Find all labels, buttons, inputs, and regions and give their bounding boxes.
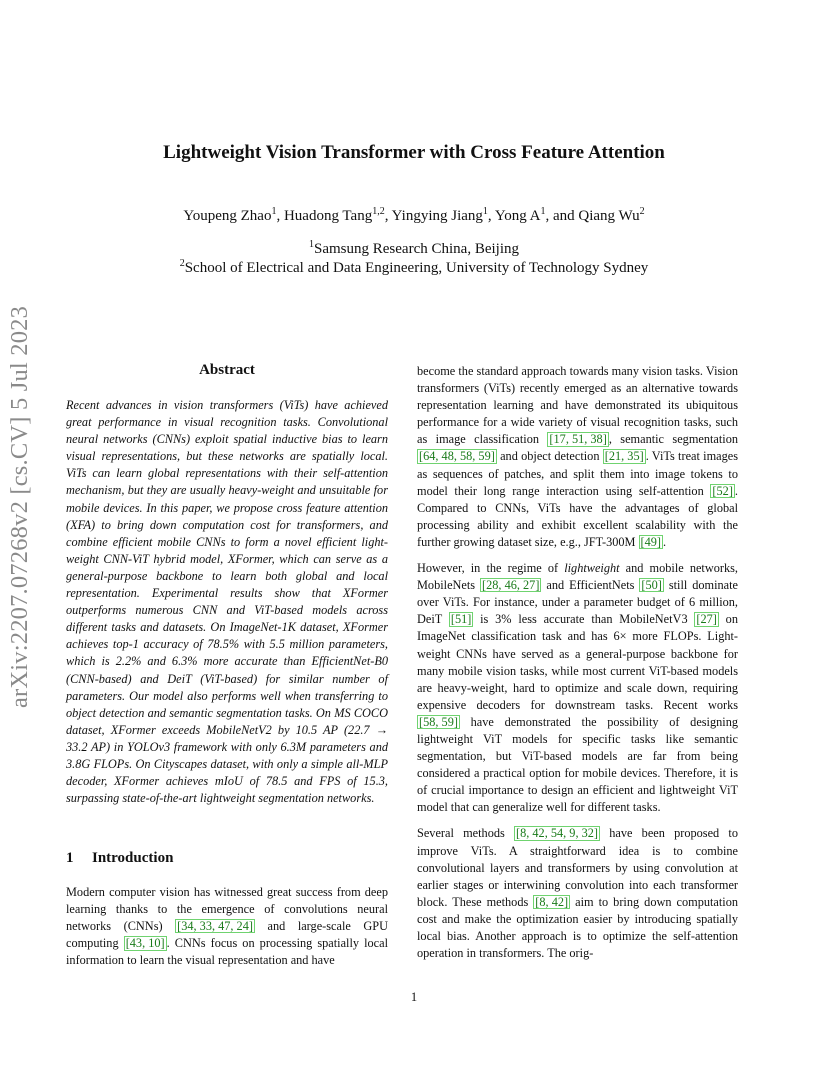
affiliation-mark: 2 (179, 258, 185, 269)
abstract-body: Recent advances in vision transformers (ViTs) have achieved great performance in visual recognition tasks. Convolutional neural networks (CNNs) exploit spatial inductive bias to learn visual representations, but these networks are spatially local. ViTs can learn global representations with their self-attention mechanism, but they are usually heavy-weight and unsuitable for mobile devices. In this paper, we propose cross feature attention (XFA) to bring down computation cost for transformers, and combine efficient mobile CNNs to form a novel efficient light-weight CNN-ViT hybrid model, XFormer, which can serve as a general-purpose backbone to learn both global and local representation. Experimental results show that XFormer outperforms numerous CNN and ViT-based models across different tasks and datasets. On ImageNet-1K dataset, XFormer achieves top-1 accuracy of 78.5% with 5.5 million parameters, which is 2.2% and 6.3% more accurate than EfficientNet-B0 (CNN-based) and DeiT (ViT-based) for similar number of parameters. Our model also performs well when transferring to object detection and semantic segmentation tasks. On MS COCO dataset, XFormer exceeds MobileNetV2 by 10.5 AP (22.7 → 33.2 AP) in YOLOv3 framework with only 6.3M parameters and 3.8G FLOPs. On Cityscapes dataset, with only a simple all-MLP decoder, XFormer achieves mIoU of 78.5 and FPS of 15.3, surpassing state-of-the-art lightweight segmentation networks. (66, 398, 388, 806)
body-text: and object detection (496, 449, 603, 464)
citation-link[interactable]: [64, 48, 58, 59] (419, 449, 495, 464)
author-affiliation-mark: 2 (639, 206, 645, 217)
affiliation-text: Samsung Research China, Beijing (314, 241, 519, 257)
body-text: However, in the regime of (417, 561, 565, 576)
section-heading (66, 850, 173, 867)
citation-link[interactable]: [27] (696, 612, 717, 627)
emphasis-text: lightweight (564, 561, 620, 576)
citation-link[interactable]: [8, 42] (535, 894, 569, 909)
affiliation-text: School of Electrical and Data Engineering, University of Technology Sydney (184, 260, 649, 276)
citation-link[interactable]: [34, 33, 47, 24] (177, 919, 253, 934)
citation-link[interactable]: [51] (450, 612, 472, 627)
citation-link[interactable]: [17, 51, 38] (549, 432, 607, 447)
body-text: become the standard approach towards many vision tasks. Vision transformers (ViTs) recently emerged as an alternative towards representation learning and have demonstrated its ubiquitous performance for a wide variety of visual recognition tasks, such as image classification (417, 364, 738, 447)
author-name: Yingying Jiang (391, 208, 483, 224)
body-paragraph (417, 363, 738, 551)
citation-link[interactable]: [21, 35] (604, 449, 644, 464)
body-text: on ImageNet classification task and has 6× more FLOPs. Light-weight CNNs have served as a general-purpose backbone for many mobile vision tasks, while most current ViT-based models are heavy-weight, hard to optimize and scale down, requiring expensive decoders for downstream tasks. Recent works (417, 612, 738, 712)
body-text: . Compared to CNNs, ViTs have the advantages of global processing ability and exhibit excellent scalability with the further growing dataset size, e.g., JFT-300M (417, 483, 738, 549)
body-text: still dominate over ViTs. For instance, under a parameter budget of 6 million, DeiT (417, 578, 739, 627)
author-name: Youpeng Zhao (183, 208, 272, 224)
body-text: Several methods (417, 826, 515, 841)
abstract-heading: Abstract (199, 362, 255, 378)
affiliation (0, 241, 828, 258)
section-number: 1 (66, 850, 74, 866)
body-text: aim to bring down computation cost and make the optimization easier by introducing spatially local bias. Another approach is to optimize the self-attention operation in transformers. The orig- (417, 894, 738, 961)
affiliation (0, 260, 828, 277)
author-affiliation-mark: 1 (482, 206, 488, 217)
affiliation-mark: 1 (309, 239, 315, 250)
citation-link[interactable]: [43, 10] (125, 936, 165, 951)
body-text: and mobile networks, MobileNets (417, 561, 738, 593)
author-affiliation-mark: 1,2 (372, 206, 385, 217)
body-text: . (663, 534, 667, 549)
body-text: Modern computer vision has witnessed great success from deep learning thanks to the emergence of convolutions neural networks (CNNs) (66, 885, 388, 934)
body-text: . CNNs focus on processing spatially local information to learn the visual representation and have (66, 936, 388, 968)
body-text: and large-scale GPU computing (66, 919, 388, 951)
body-text: have demonstrated the possibility of designing lightweight ViT models for specific tasks like semantic segmentation, but ViT-based models are far from being considered a practical option for mobile devices. Therefore, it is of crucial importance to design an efficient and lightweight ViT model that can generalize well for different tasks. (417, 714, 738, 815)
arxiv-identifier-text: arXiv:2207.07268v2 [cs.CV] 5 Jul 2023 (6, 305, 33, 709)
paper-title: Lightweight Vision Transformer with Cross Feature Attention (163, 142, 665, 163)
citation-link[interactable]: [8, 42, 54, 9, 32] (516, 826, 598, 841)
author-affiliation-mark: 1 (540, 206, 546, 217)
author-name: Huadong Tang (283, 208, 373, 224)
body-text: have been proposed to improve ViTs. A straightforward idea is to combine convolutional layers and transformers by using convolution at earlier stages or interwining convolution into each transformer block. These methods (417, 826, 738, 909)
author-name: Yong A (494, 208, 541, 224)
page-number: 1 (410, 990, 418, 1004)
body-paragraph (417, 825, 738, 962)
citation-link[interactable]: [28, 46, 27] (482, 578, 540, 593)
intro-paragraph (66, 884, 388, 969)
author-name: Qiang Wu (578, 208, 640, 224)
body-paragraph (417, 560, 738, 816)
section-title: Introduction (92, 850, 174, 866)
author-affiliation-mark: 1 (271, 206, 277, 217)
author-list: Youpeng Zhao$^1$, Huadong Tang$^{1,2}$, Yingying Jiang$^1$, Yong $A^1$, and Qiang Wu$^2$ (183, 206, 645, 224)
citation-link[interactable]: [52] (712, 483, 733, 498)
citation-link[interactable]: [49] (640, 534, 662, 549)
citation-link[interactable]: [58, 59] (419, 714, 458, 729)
body-text: is 3% less accurate than MobileNetV3 (473, 612, 695, 627)
arxiv-identifier-stamp (2, 302, 38, 712)
body-text: and EfficientNets (541, 578, 640, 593)
citation-link[interactable]: [50] (641, 578, 662, 593)
body-text: , semantic segmentation (608, 432, 738, 447)
body-text: . ViTs treat images as sequences of patches, and split them into image tokens to model their long range interaction using self-attention (417, 449, 738, 498)
right-column (417, 363, 738, 971)
